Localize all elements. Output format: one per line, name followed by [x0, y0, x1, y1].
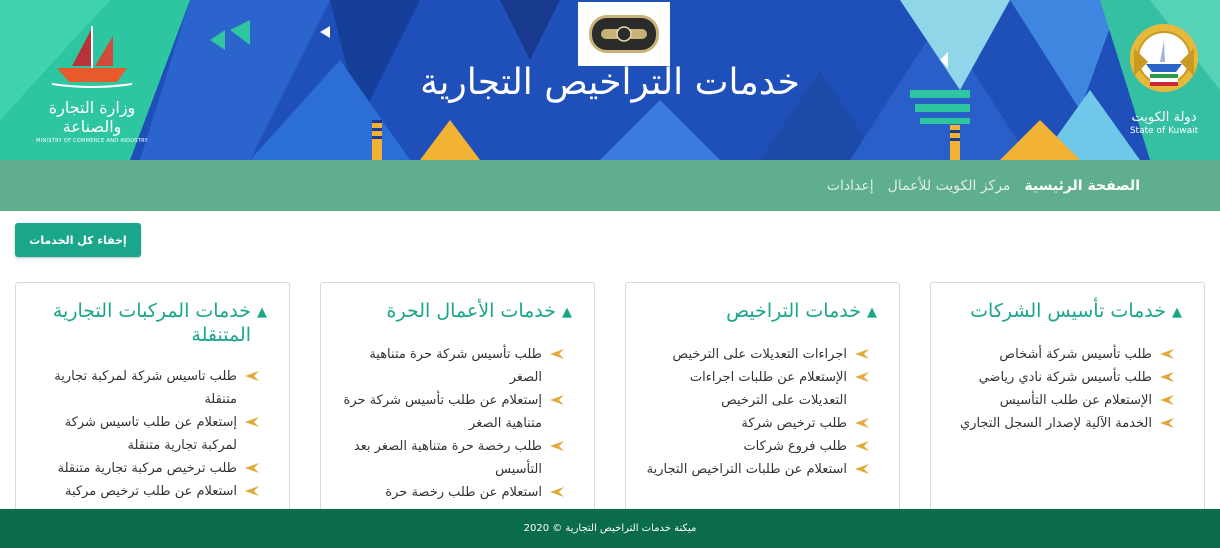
list-item[interactable] [646, 458, 869, 481]
service-link[interactable]: استعلام عن طلب ترخيص مركبة [65, 484, 237, 499]
arrow-bullet-icon [550, 349, 564, 359]
arrow-bullet-icon [855, 464, 869, 474]
list-item[interactable] [341, 343, 564, 389]
service-link[interactable]: طلب تأسيس شركة نادي رياضي [978, 370, 1152, 385]
list-item[interactable] [951, 389, 1174, 412]
list-item[interactable] [341, 481, 564, 504]
list-item[interactable] [951, 412, 1174, 435]
list-item[interactable] [646, 412, 869, 435]
panel-header[interactable] [16, 283, 289, 347]
service-link[interactable]: استعلام عن طلب رخصة حرة [385, 485, 542, 500]
ministry-name-en: MINISTRY OF COMMERCE AND INDUSTRY [36, 138, 148, 144]
ministry-name-ar: وزارة التجارة والصناعة [48, 98, 136, 136]
panel-header[interactable] [321, 283, 594, 325]
arrow-bullet-icon [855, 418, 869, 428]
arrow-bullet-icon [550, 441, 564, 451]
service-link[interactable]: طلب فروع شركات [743, 439, 847, 454]
page-footer [0, 509, 1220, 548]
list-item[interactable] [646, 435, 869, 458]
arrow-bullet-icon [855, 349, 869, 359]
panel-title: خدمات الأعمال الحرة [386, 300, 556, 322]
service-link[interactable]: طلب ترخيص شركة [741, 416, 847, 431]
header-banner [0, 0, 1220, 160]
service-link[interactable]: طلب ترخيص مركبة تجارية متنقلة [57, 461, 237, 476]
nav-kuwait-business-center[interactable]: مركز الكويت للأعمال [887, 177, 1011, 194]
chevron-up-icon[interactable]: ▲ [1172, 305, 1182, 320]
arrow-bullet-icon [245, 486, 259, 496]
panel-title: خدمات التراخيص [726, 300, 861, 322]
arrow-bullet-icon [1160, 349, 1174, 359]
arrow-bullet-icon [245, 417, 259, 427]
arrow-bullet-icon [1160, 372, 1174, 382]
service-link[interactable]: طلب تأسيس شركة أشخاص [999, 347, 1152, 362]
arrow-bullet-icon [245, 371, 259, 381]
panel-title: خدمات المركبات التجارية المتنقلة [52, 300, 251, 346]
seal-emblem-icon [589, 15, 659, 53]
arrow-bullet-icon [1160, 418, 1174, 428]
service-link[interactable]: إستعلام عن طلب تاسيس شركة لمركبة تجارية متنقلة [64, 415, 237, 453]
service-link[interactable]: طلب رخصة حرة متناهية الصغر بعد التأسيس [353, 439, 542, 477]
list-item[interactable] [646, 343, 869, 366]
service-link[interactable]: استعلام عن طلبات التراخيص التجارية [646, 462, 847, 477]
arrow-bullet-icon [550, 487, 564, 497]
list-item[interactable] [951, 343, 1174, 366]
list-item[interactable] [341, 389, 564, 435]
page-title: خدمات التراخيص التجارية [420, 62, 800, 103]
panel-title: خدمات تأسيس الشركات [970, 300, 1166, 322]
kuwait-emblem [1118, 18, 1210, 136]
list-item[interactable] [36, 457, 259, 480]
footer-copyright: ميكنة خدمات التراخيص التجارية © 2020 [523, 523, 697, 534]
nav-home[interactable]: الصفحة الرئيسية [1024, 177, 1140, 194]
panel-header[interactable] [626, 283, 899, 325]
service-list [321, 325, 594, 504]
service-link[interactable]: الإستعلام عن طلبات اجراءات التعديلات على الترخيص [689, 370, 847, 408]
center-seal-logo [578, 2, 670, 66]
state-name-ar: دولة الكويت [1131, 110, 1197, 125]
hide-all-services-button[interactable]: إخفاء كل الخدمات [15, 223, 141, 257]
main-navbar [0, 160, 1220, 211]
chevron-up-icon[interactable]: ▲ [257, 305, 267, 320]
service-link[interactable]: إستعلام عن طلب تأسيس شركة حرة متناهية الصغر [343, 393, 542, 431]
list-item[interactable] [341, 435, 564, 481]
service-link[interactable]: الخدمة الآلية لإصدار السجل التجاري [959, 416, 1152, 431]
list-item[interactable] [36, 365, 259, 411]
service-link[interactable]: طلب تأسيس شركة حرة متناهية الصغر [369, 347, 542, 385]
chevron-up-icon[interactable]: ▲ [562, 305, 572, 320]
service-link[interactable]: طلب تاسيس شركة لمركبة تجارية متنقلة [54, 369, 237, 407]
panel-licenses [625, 282, 900, 522]
service-list [16, 347, 289, 503]
arrow-bullet-icon [245, 463, 259, 473]
service-list [931, 325, 1204, 435]
list-item[interactable] [951, 366, 1174, 389]
arrow-bullet-icon [1160, 395, 1174, 405]
nav-settings[interactable]: إعدادات [826, 177, 874, 194]
list-item[interactable] [36, 411, 259, 457]
list-item[interactable] [646, 366, 869, 412]
state-name-en: State of Kuwait [1129, 126, 1199, 136]
falcon-emblem-icon [1124, 18, 1204, 104]
service-link[interactable]: الإستعلام عن طلب التأسيس [999, 393, 1152, 408]
arrow-bullet-icon [855, 372, 869, 382]
service-list [626, 325, 899, 481]
panel-header[interactable] [931, 283, 1204, 325]
list-item[interactable] [36, 480, 259, 503]
panel-company-establishment [930, 282, 1205, 522]
arrow-bullet-icon [550, 395, 564, 405]
arrow-bullet-icon [855, 441, 869, 451]
panel-mobile-commercial-vehicles [15, 282, 290, 522]
chevron-up-icon[interactable]: ▲ [867, 305, 877, 320]
service-link[interactable]: اجراءات التعديلات على الترخيص [672, 347, 847, 362]
panel-freelance [320, 282, 595, 522]
